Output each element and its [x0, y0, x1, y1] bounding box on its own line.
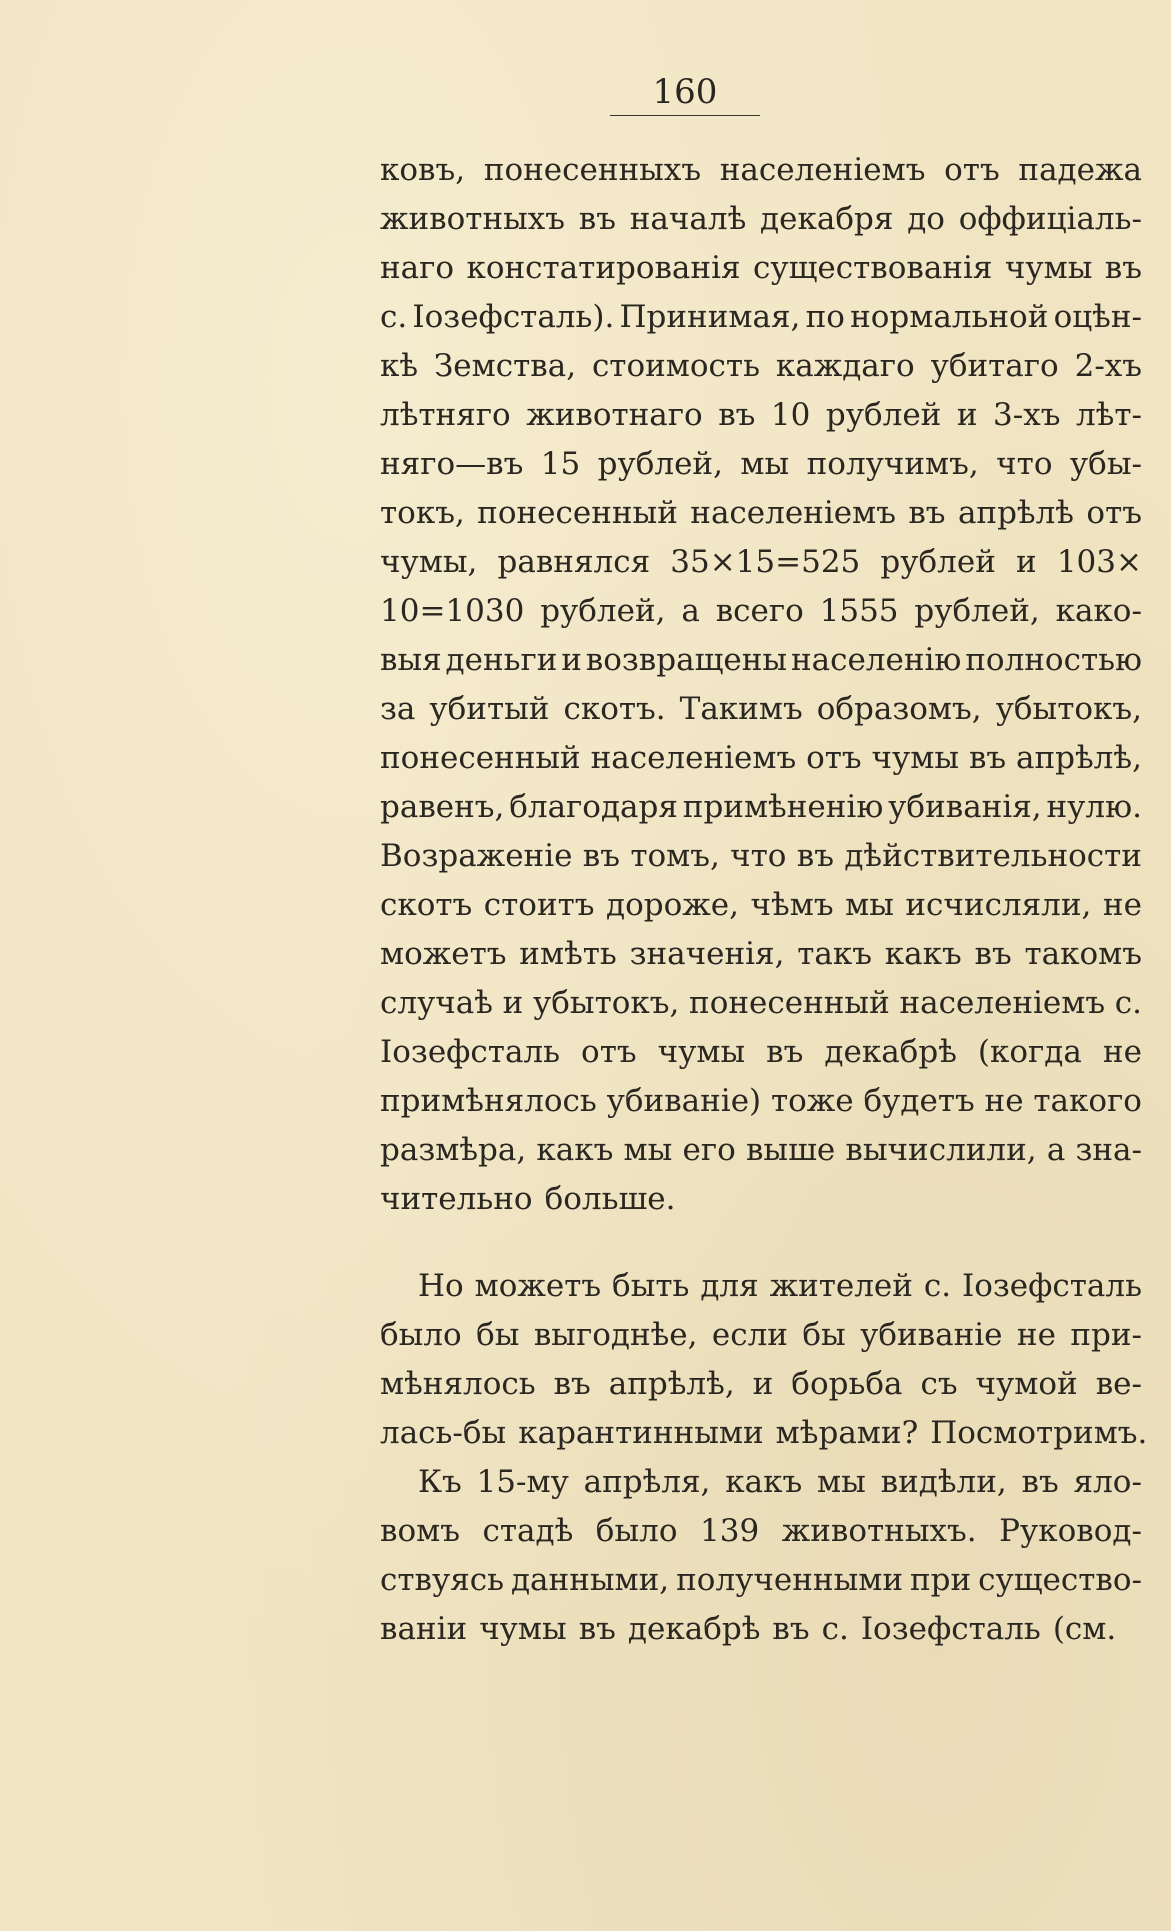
text-line [380, 1077, 1142, 1126]
word: стоитъ [483, 887, 595, 923]
word: съ [920, 1366, 958, 1402]
word: за [380, 691, 416, 727]
word: животнаго [526, 397, 703, 433]
text-line [380, 195, 1142, 244]
word: Но [418, 1268, 464, 1304]
word: вычислили, [845, 1132, 1037, 1168]
word: стадѣ [482, 1513, 574, 1549]
word: токъ, [380, 495, 465, 531]
word: всего [715, 593, 804, 629]
word: Посмотримъ. [930, 1415, 1148, 1451]
word: въ [968, 740, 1007, 776]
word: существо- [978, 1562, 1142, 1598]
word: ствуясь [380, 1562, 504, 1598]
word: убытокъ, [533, 985, 680, 1021]
word: чумы [479, 1611, 567, 1647]
text-line [380, 1175, 1142, 1224]
word: апрѣлѣ [957, 495, 1075, 531]
word: няго—въ [380, 446, 524, 482]
word: въ [718, 397, 756, 433]
word: скотъ. [563, 691, 666, 727]
text-line [380, 1126, 1142, 1175]
word: благодаря [509, 789, 678, 825]
word: въ [974, 936, 1012, 972]
text-line [380, 342, 1142, 391]
word: падежа [1018, 152, 1142, 188]
word: апрѣлѣ, [608, 1366, 735, 1402]
word: (когда [977, 1034, 1082, 1070]
word: Іозефсталь). [412, 299, 615, 335]
text-line [380, 930, 1142, 979]
word: 15-му [476, 1464, 569, 1500]
word: отъ [806, 740, 862, 776]
word: ве- [1095, 1366, 1142, 1402]
word: Возраженіе [380, 838, 573, 874]
word: а [681, 593, 700, 629]
word: 35×15=525 [670, 544, 861, 580]
word: будетъ [863, 1083, 975, 1119]
word: убиваніе [860, 1317, 1003, 1353]
word: видѣли, [880, 1464, 1007, 1500]
word: бы [476, 1317, 520, 1353]
word: Іозефсталь [860, 1611, 1041, 1647]
word: констатированія [466, 250, 741, 286]
word: жителей [769, 1268, 913, 1304]
word: населеніемъ [590, 740, 797, 776]
word: а [1046, 1132, 1066, 1168]
word: имѣть [519, 936, 617, 972]
text-line [380, 587, 1142, 636]
word: убитаго [930, 348, 1059, 384]
word: исчисляли, [905, 887, 1092, 923]
word: его [682, 1132, 736, 1168]
word: 103× [1056, 544, 1142, 580]
word: декабрѣ [824, 1034, 957, 1070]
word: апрѣля, [583, 1464, 711, 1500]
word: до [907, 201, 945, 237]
word: какъ [536, 1132, 614, 1168]
word: населенію [790, 642, 962, 678]
word: больше. [544, 1181, 676, 1217]
word: мы [740, 446, 790, 482]
word: данными, [510, 1562, 670, 1598]
word: лѣтняго [380, 397, 511, 433]
word: населеніемъ [719, 152, 926, 188]
word: ваніи [380, 1611, 468, 1647]
word: нулю. [1046, 789, 1142, 825]
word: ковъ, [380, 152, 466, 188]
word: рублей, [540, 593, 666, 629]
word: началѣ [629, 201, 747, 237]
word: существованія [752, 250, 993, 286]
word: для [700, 1268, 759, 1304]
word: карантинными [518, 1415, 764, 1451]
word: населеніемъ [690, 495, 896, 531]
word: было [380, 1317, 462, 1353]
text-line [380, 1028, 1142, 1077]
word: полученными [676, 1562, 904, 1598]
word: мѣрами? [775, 1415, 919, 1451]
word: како- [1055, 593, 1142, 629]
word: въ [578, 201, 616, 237]
word: чумой [975, 1366, 1078, 1402]
text-line [380, 1507, 1142, 1556]
word: борьба [791, 1366, 903, 1402]
word: и [752, 1366, 774, 1402]
word: выгоднѣе, [533, 1317, 698, 1353]
page-number: 160 [652, 72, 718, 112]
word: кѣ [380, 348, 419, 384]
word: убиванія, [888, 789, 1042, 825]
word: стоимость [591, 348, 760, 384]
word: рублей [880, 544, 996, 580]
word: значенія, [629, 936, 785, 972]
word: Къ [418, 1464, 462, 1500]
word: чѣмъ [750, 887, 834, 923]
word: животныхъ. [781, 1513, 977, 1549]
word: 2-хъ [1074, 348, 1142, 384]
word: и [502, 985, 524, 1021]
word: возвращены [585, 642, 788, 678]
paragraph-gap [380, 1224, 1142, 1262]
word: въ [772, 1611, 810, 1647]
word: примѣнялось [380, 1083, 597, 1119]
word: наго [380, 250, 455, 286]
word: чумы [1004, 250, 1093, 286]
word: 3-хъ [993, 397, 1061, 433]
paragraph [380, 1262, 1148, 1458]
word: убытокъ, [995, 691, 1142, 727]
word: понесенный [380, 740, 581, 776]
word: рублей, [597, 446, 723, 482]
word: равенъ, [380, 789, 505, 825]
word: выя [380, 642, 442, 678]
text-line [380, 1262, 1142, 1311]
word: чумы [871, 740, 960, 776]
word: лась-бы [380, 1415, 507, 1451]
word: понесенныхъ [483, 152, 702, 188]
page-number-rule [610, 115, 760, 116]
word: быть [612, 1268, 690, 1304]
word: Земства, [433, 348, 577, 384]
body-text [380, 146, 1148, 1654]
text-line [380, 685, 1142, 734]
word: скотъ [380, 887, 473, 923]
word: какъ [884, 936, 962, 972]
word: 1555 [819, 593, 899, 629]
word: при [909, 1562, 972, 1598]
word: что [730, 838, 787, 874]
word: Іозефсталь [961, 1268, 1142, 1304]
word: случаѣ [380, 985, 493, 1021]
word: въ [1021, 1464, 1059, 1500]
paragraph [380, 146, 1142, 1224]
text-line [380, 881, 1142, 930]
word: лѣт- [1075, 397, 1142, 433]
word: такого [1033, 1083, 1142, 1119]
word: убитый [429, 691, 550, 727]
word: размѣра, [380, 1132, 527, 1168]
word: яло- [1073, 1464, 1142, 1500]
word: и [956, 397, 978, 433]
word: нормальной [850, 299, 1049, 335]
word: 10 [770, 397, 811, 433]
text-line [380, 636, 1142, 685]
word: декабрѣ [627, 1611, 761, 1647]
word: понесенный [477, 495, 678, 531]
word: дѣйствительности [844, 838, 1142, 874]
word: не [1102, 887, 1142, 923]
word: 15 [540, 446, 581, 482]
word: мы [817, 1464, 866, 1500]
text-line [380, 832, 1142, 881]
word: такъ [797, 936, 872, 972]
text-line [380, 1409, 1148, 1458]
word: что [996, 446, 1053, 482]
word: рублей [825, 397, 942, 433]
text-line [380, 1458, 1142, 1507]
word: не [1016, 1317, 1056, 1353]
word: оцѣн- [1053, 299, 1142, 335]
word: чумы, [380, 544, 478, 580]
text-line [380, 979, 1142, 1028]
word: деньги [445, 642, 558, 678]
word: бы [802, 1317, 846, 1353]
word: мы [845, 887, 894, 923]
text-line [380, 783, 1142, 832]
word: чительно [380, 1181, 533, 1217]
word: с. [1114, 985, 1142, 1021]
word: какъ [725, 1464, 803, 1500]
word: понесенный [689, 985, 890, 1021]
word: оффиціаль- [958, 201, 1142, 237]
word: примѣненію [682, 789, 884, 825]
word: въ [796, 838, 834, 874]
word: Принимая, [619, 299, 801, 335]
word: рублей, [914, 593, 1040, 629]
word: тоже [770, 1083, 854, 1119]
text-line [380, 391, 1142, 440]
word: Руковод- [999, 1513, 1142, 1549]
word: отъ [1086, 495, 1142, 531]
word: убы- [1069, 446, 1142, 482]
word: (см. [1052, 1611, 1117, 1647]
word: если [711, 1317, 788, 1353]
word: чумы [657, 1034, 746, 1070]
word: населеніемъ [899, 985, 1106, 1021]
word: зна- [1075, 1132, 1142, 1168]
word: образомъ, [816, 691, 982, 727]
word: томъ, [630, 838, 720, 874]
text-line [380, 734, 1142, 783]
word: мы [623, 1132, 673, 1168]
word: дороже, [606, 887, 740, 923]
word: с. [821, 1611, 849, 1647]
word: по [805, 299, 845, 335]
word: такомъ [1024, 936, 1142, 972]
text-line [380, 293, 1142, 342]
text-line [380, 146, 1142, 195]
word: выше [745, 1132, 836, 1168]
text-line [380, 1311, 1142, 1360]
word: и [561, 642, 582, 678]
word: не [1102, 1034, 1142, 1070]
word: декабря [760, 201, 894, 237]
word: животныхъ [380, 201, 565, 237]
word: с. [923, 1268, 952, 1304]
word: было [595, 1513, 678, 1549]
word: въ [908, 495, 946, 531]
word: убиваніе) [606, 1083, 762, 1119]
word: въ [766, 1034, 804, 1070]
word: 10=1030 [380, 593, 525, 629]
word: въ [578, 1611, 616, 1647]
word: отъ [581, 1034, 637, 1070]
word: Такимъ [679, 691, 803, 727]
word: и [1016, 544, 1037, 580]
text-line [380, 1360, 1142, 1409]
word: вомъ [380, 1513, 460, 1549]
text-line [380, 244, 1142, 293]
word: мѣнялось [380, 1366, 536, 1402]
word: не [984, 1083, 1024, 1119]
word: въ [553, 1366, 591, 1402]
text-line [380, 1605, 1142, 1654]
word: полностью [965, 642, 1142, 678]
word: апрѣлѣ, [1016, 740, 1142, 776]
paragraph [380, 1458, 1142, 1654]
text-line [380, 489, 1142, 538]
word: въ [582, 838, 620, 874]
word: въ [1104, 250, 1142, 286]
word: 139 [700, 1513, 760, 1549]
text-line [380, 1556, 1142, 1605]
text-line [380, 440, 1142, 489]
word: при- [1070, 1317, 1142, 1353]
word: равнялся [497, 544, 651, 580]
word: отъ [944, 152, 1000, 188]
word: можетъ [380, 936, 507, 972]
text-line [380, 538, 1142, 587]
word: получимъ, [806, 446, 979, 482]
word: Іозефсталь [380, 1034, 560, 1070]
word: можетъ [474, 1268, 602, 1304]
word: каждаго [775, 348, 915, 384]
word: с. [380, 299, 408, 335]
